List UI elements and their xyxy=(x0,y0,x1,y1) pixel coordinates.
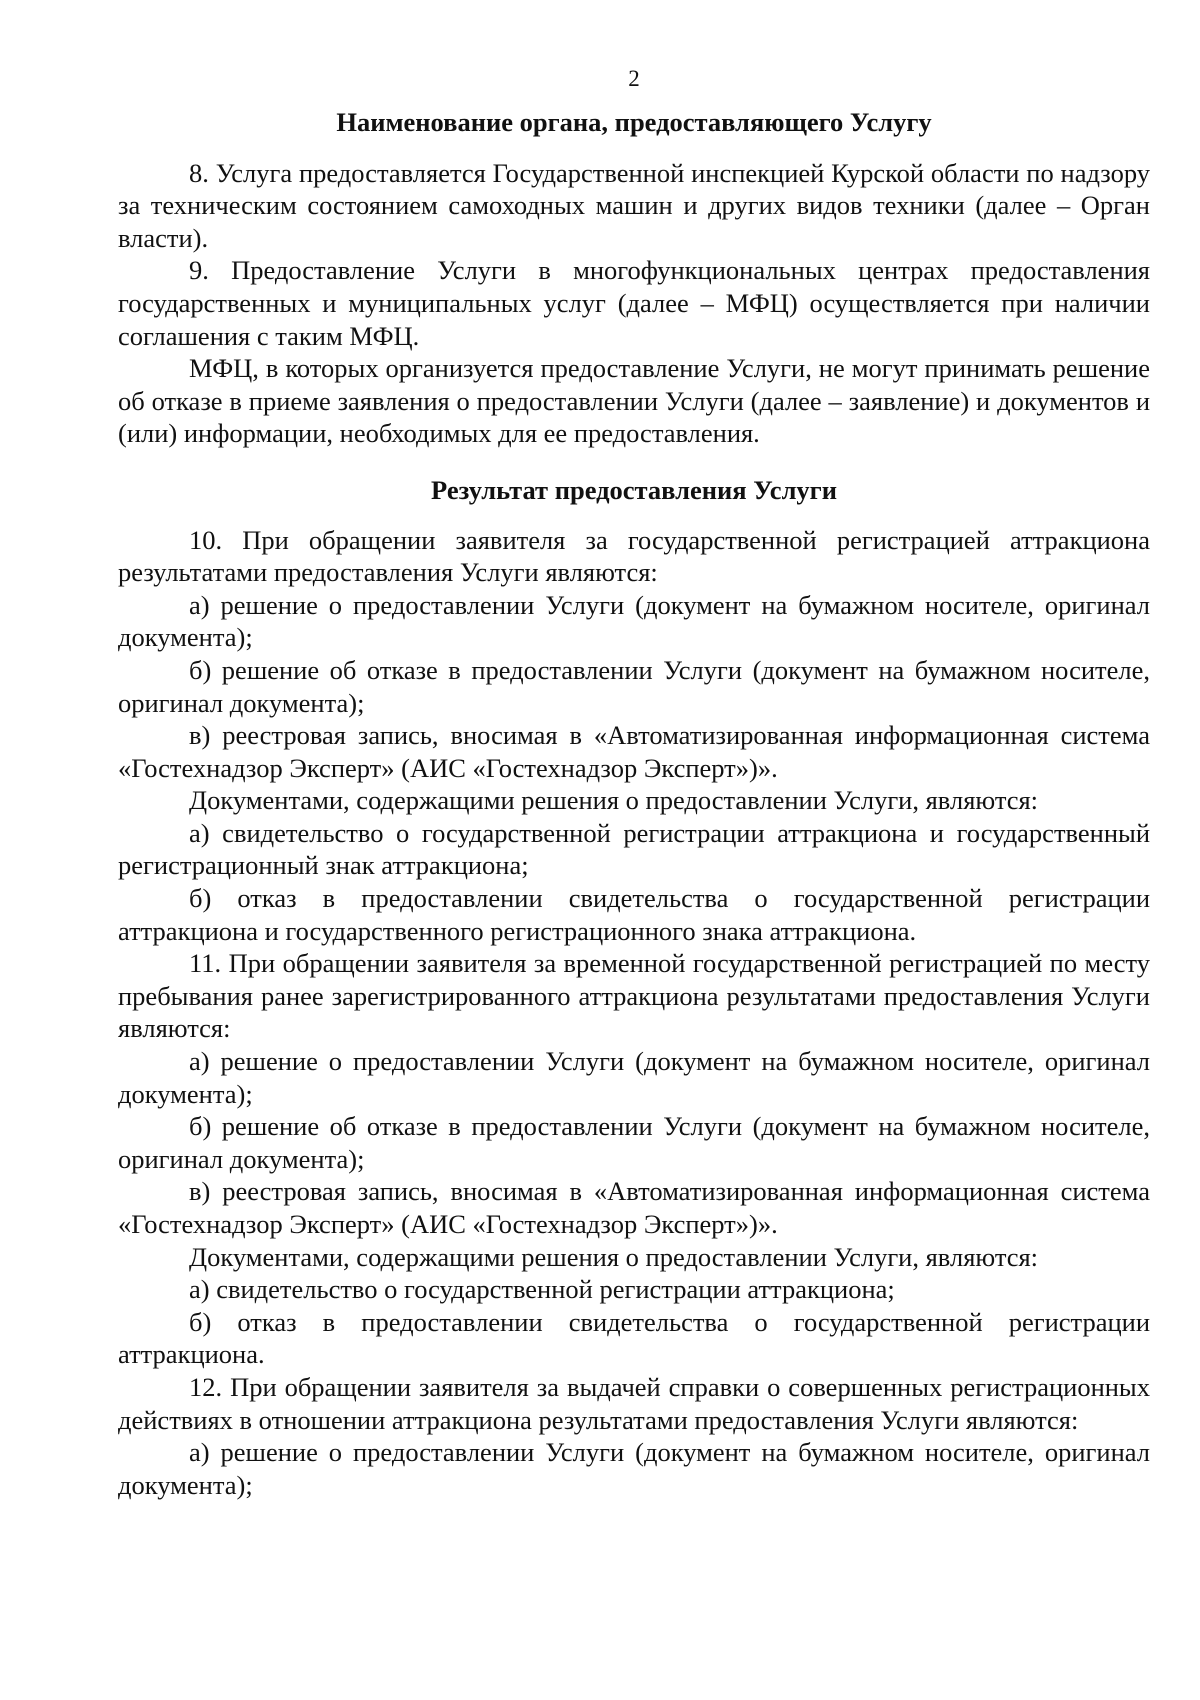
paragraph: 12. При обращении заявителя за выдачей справки о совершенных регистрационных действиях в отношении аттракциона результатами предоставления Услуги являются: xyxy=(118,1371,1150,1435)
paragraph: в) реестровая запись, вносимая в «Автоматизированная информационная система «Гостехнадзор Эксперт» (АИС «Гостехнадзор Эксперт»)». xyxy=(118,720,1150,783)
paragraph: а) решение о предоставлении Услуги (документ на бумажном носителе, оригинал документа); xyxy=(118,589,1150,653)
section-heading: Наименование органа, предоставляющего Услугу xyxy=(336,107,932,137)
paragraph: Документами, содержащими решения о предоставлении Услуги, являются: xyxy=(189,1241,1039,1272)
paragraph: в) реестровая запись, вносимая в «Автоматизированная информационная система «Гостехнадзор Эксперт» (АИС «Гостехнадзор Эксперт»)». xyxy=(118,1176,1150,1239)
paragraph: МФЦ, в которых организуется предоставление Услуги, не могут принимать решение об отказе в приеме заявления о предоставлении Услуги (далее – заявление) и документов и (или) информации, необходимых для ее предоставления. xyxy=(118,353,1150,449)
section-heading: Результат предоставления Услуги xyxy=(431,474,837,505)
section-service-result xyxy=(118,474,1150,1501)
paragraph: Документами, содержащими решения о предоставлении Услуги, являются: xyxy=(189,785,1039,816)
paragraph: а) решение о предоставлении Услуги (документ на бумажном носителе, оригинал документа); xyxy=(118,1046,1150,1109)
paragraph: б) решение об отказе в предоставлении Услуги (документ на бумажном носителе, оригинал документа); xyxy=(118,654,1150,718)
paragraph: 11. При обращении заявителя за временной государственной регистрацией по месту пребывания ранее зарегистрированного аттракциона результатами предоставления Услуги являются: xyxy=(118,948,1150,1044)
page-number: 2 xyxy=(628,66,640,91)
paragraph: б) решение об отказе в предоставлении Услуги (документ на бумажном носителе, оригинал документа); xyxy=(118,1111,1150,1174)
paragraph: 9. Предоставление Услуги в многофункциональных центрах предоставления государственных и муниципальных услуг (далее – МФЦ) осуществляется при наличии соглашения с таким МФЦ. xyxy=(118,255,1150,351)
document-page xyxy=(118,64,1150,1501)
paragraph: а) свидетельство о государственной регистрации аттракциона; xyxy=(189,1274,895,1305)
paragraph: 10. При обращении заявителя за государственной регистрацией аттракциона результатами предоставления Услуги являются: xyxy=(118,524,1150,588)
paragraph: а) решение о предоставлении Услуги (документ на бумажном носителе, оригинал документа); xyxy=(118,1437,1150,1500)
paragraph: 8. Услуга предоставляется Государственной инспекцией Курской области по надзору за техническим состоянием самоходных машин и других видов техники (далее – Орган власти). xyxy=(118,157,1150,253)
section-issuing-authority xyxy=(118,106,1150,450)
paragraph: а) свидетельство о государственной регистрации аттракциона и государственный регистрационный знак аттракциона; xyxy=(118,817,1150,881)
paragraph: б) отказ в предоставлении свидетельства о государственной регистрации аттракциона и государственного регистрационного знака аттракциона. xyxy=(118,883,1150,946)
paragraph: б) отказ в предоставлении свидетельства о государственной регистрации аттракциона. xyxy=(118,1306,1150,1370)
